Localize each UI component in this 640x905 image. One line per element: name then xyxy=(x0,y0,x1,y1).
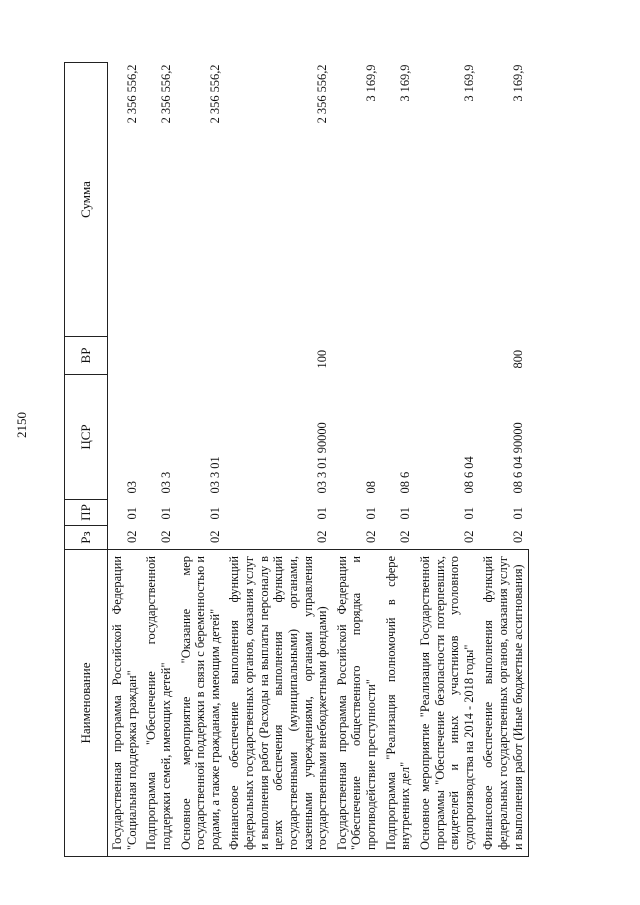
row-rz: 02 xyxy=(315,530,330,543)
row-pr: 01 xyxy=(461,507,476,520)
row-pr: 01 xyxy=(124,507,139,520)
row-vr xyxy=(142,337,176,375)
header-sum: Сумма xyxy=(65,63,108,337)
table-row xyxy=(177,63,226,857)
row-sum: 3 169,9 xyxy=(511,64,526,102)
row-pr: 01 xyxy=(315,507,330,520)
row-vr: 100 xyxy=(315,349,330,369)
budget-table xyxy=(64,62,529,857)
row-vr xyxy=(177,337,226,375)
row-rz: 02 xyxy=(511,530,526,543)
row-csr: 03 3 01 90000 xyxy=(315,422,330,494)
page-number: 2150 xyxy=(14,412,29,438)
row-pr: 01 xyxy=(511,507,526,520)
header-csr: ЦСР xyxy=(65,375,108,500)
table-row xyxy=(333,63,382,857)
row-vr xyxy=(382,337,416,375)
header-vr: ВР xyxy=(65,337,108,375)
row-sum: 3 169,9 xyxy=(364,64,378,102)
row-csr: 08 xyxy=(364,481,378,494)
header-name: Наименование xyxy=(65,550,108,857)
row-sum: 2 356 556,2 xyxy=(315,64,330,124)
row-pr: 01 xyxy=(364,507,378,520)
row-name: Финансовое обеспечение выполнения функций федеральных государственных органов, оказания услуг и выполнения работ (Расходы на выплаты персоналу в целях обеспечения выполнения функций государственными (муниципальными) органами, казенными учреждениями, органами управления государственными внебюджетными фондами) xyxy=(225,550,332,857)
table-row xyxy=(416,63,480,857)
row-pr: 01 xyxy=(398,507,413,520)
row-name: Основное мероприятие "Оказание мер государственной поддержки в связи с беременностью и родами, а также гражданам, имеющим детей" xyxy=(177,550,226,857)
row-csr: 03 3 01 xyxy=(207,456,222,494)
row-name: Подпрограмма "Обеспечение государственной поддержки семей, имеющих детей" xyxy=(142,550,176,857)
row-pr: 01 xyxy=(158,507,173,520)
table-body xyxy=(108,63,529,857)
row-sum: 2 356 556,2 xyxy=(124,64,139,124)
row-sum: 2 356 556,2 xyxy=(158,64,173,124)
row-rz: 02 xyxy=(207,530,222,543)
row-sum: 3 169,9 xyxy=(461,64,476,102)
row-csr: 03 xyxy=(124,481,139,494)
table-row xyxy=(479,63,528,857)
table-row xyxy=(142,63,176,857)
row-rz: 02 xyxy=(124,530,139,543)
row-csr: 08 6 04 xyxy=(461,456,476,494)
row-rz: 02 xyxy=(158,530,173,543)
row-name: Основное мероприятие "Реализация Государственной программы "Обеспечение безопасности потерпевших, свидетелей и иных участников уголовного судопроизводства на 2014 - 2018 годы" xyxy=(416,550,480,857)
row-rz: 02 xyxy=(461,530,476,543)
row-name: Финансовое обеспечение выполнения функций федеральных государственных органов, оказания услуг и выполнения работ (Иные бюджетные ассигнования) xyxy=(479,550,528,857)
header-row xyxy=(65,63,108,857)
row-csr: 08 6 xyxy=(398,471,413,494)
table-row xyxy=(108,63,143,857)
row-sum: 3 169,9 xyxy=(398,64,413,102)
row-rz: 02 xyxy=(398,530,413,543)
row-vr: 800 xyxy=(511,349,526,369)
row-name: Государственная программа Российской Федерации "Обеспечение общественного порядка и противодействие преступности" xyxy=(333,550,382,857)
budget-table-container xyxy=(64,63,608,857)
table-row xyxy=(382,63,416,857)
header-rz: Рз xyxy=(65,526,108,550)
row-name: Государственная программа Российской Федерации "Социальная поддержка граждан" xyxy=(108,550,143,857)
row-vr xyxy=(416,337,480,375)
row-rz: 02 xyxy=(364,530,378,543)
row-vr xyxy=(108,337,143,375)
row-csr: 08 6 04 90000 xyxy=(511,422,526,494)
row-csr: 03 3 xyxy=(158,471,173,494)
table-row xyxy=(225,63,332,857)
row-vr xyxy=(333,337,382,375)
table-header xyxy=(65,63,108,857)
row-sum: 2 356 556,2 xyxy=(207,64,222,124)
row-name: Подпрограмма "Реализация полномочий в сфере внутренних дел" xyxy=(382,550,416,857)
header-pr: ПР xyxy=(65,500,108,526)
row-pr: 01 xyxy=(207,507,222,520)
